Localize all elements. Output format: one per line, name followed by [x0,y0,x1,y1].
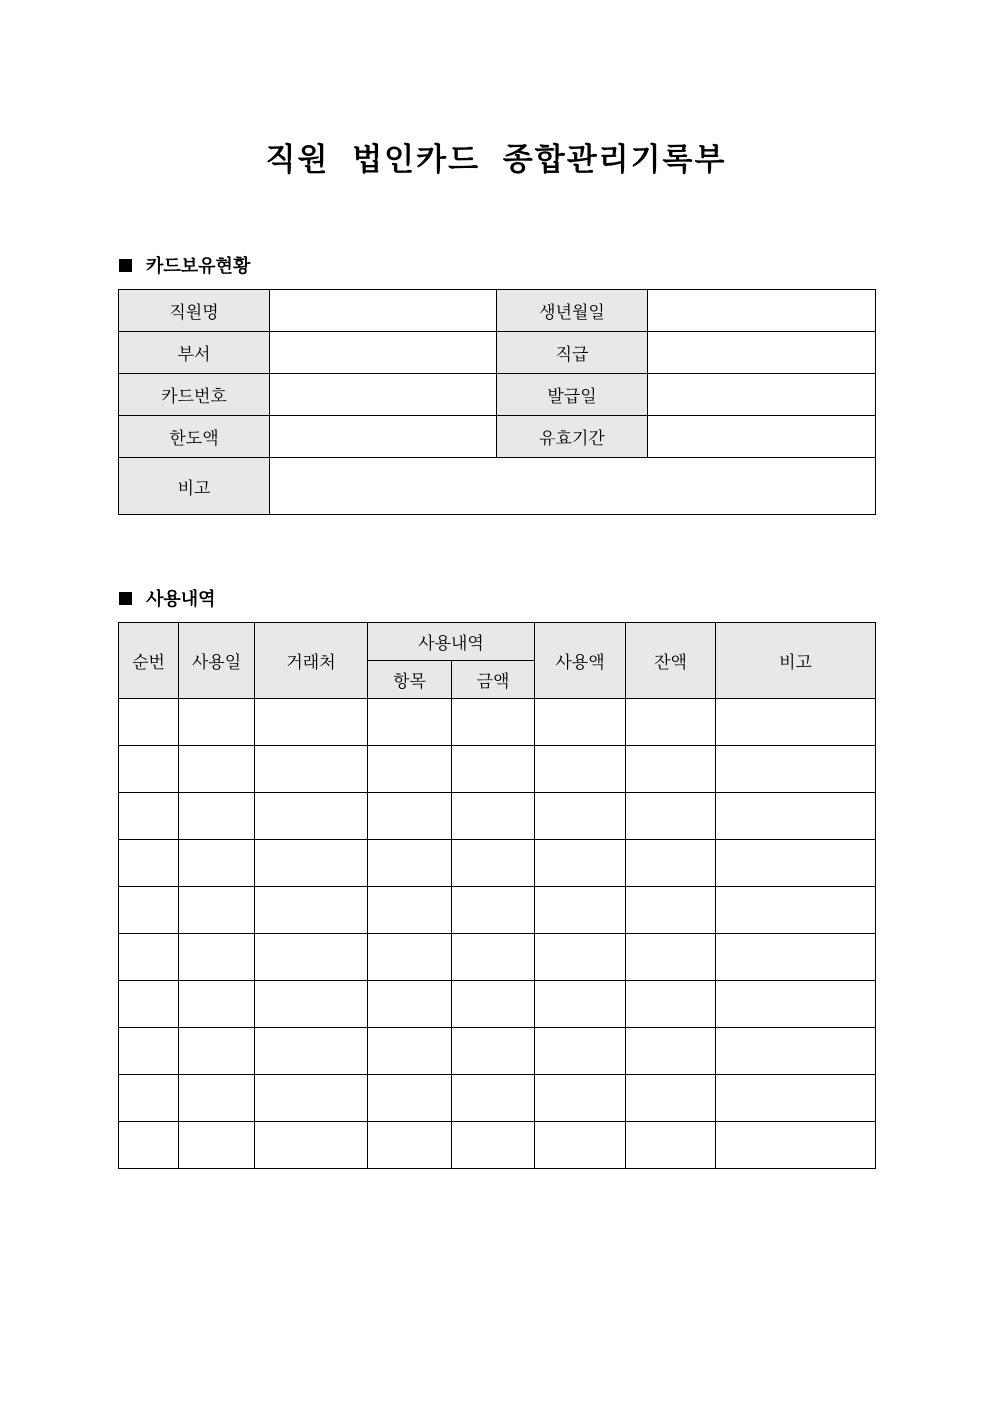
cell-amount[interactable] [452,934,535,981]
usage-table-body [119,699,876,1169]
table-row [119,840,876,887]
position-field[interactable] [648,332,876,374]
header-amount: 금액 [452,661,535,699]
cell-balance[interactable] [626,934,716,981]
usage-history-table [118,622,876,1169]
cell-balance[interactable] [626,1122,716,1169]
header-used-amount: 사용액 [535,623,626,699]
header-item: 항목 [368,661,452,699]
section-heading-card-holdings [119,252,250,278]
cell-remarks[interactable] [716,1075,876,1122]
cell-amount[interactable] [452,887,535,934]
table-row [119,458,876,515]
table-row [119,934,876,981]
cell-amount[interactable] [452,1075,535,1122]
header-balance: 잔액 [626,623,716,699]
cell-amount[interactable] [452,840,535,887]
cell-date[interactable] [179,887,255,934]
cell-vendor[interactable] [255,887,368,934]
cell-date[interactable] [179,934,255,981]
cell-remarks[interactable] [716,934,876,981]
cell-used-amount[interactable] [535,934,626,981]
label-birth-date: 생년월일 [497,290,648,332]
cell-no[interactable] [119,793,179,840]
cell-item[interactable] [368,1122,452,1169]
cell-item[interactable] [368,934,452,981]
cell-date[interactable] [179,981,255,1028]
label-position: 직급 [497,332,648,374]
cell-date[interactable] [179,1028,255,1075]
cell-remarks[interactable] [716,793,876,840]
cell-date[interactable] [179,746,255,793]
cell-vendor[interactable] [255,840,368,887]
cell-balance[interactable] [626,887,716,934]
cell-remarks[interactable] [716,699,876,746]
table-row [119,793,876,840]
table-row [119,332,876,374]
cell-vendor[interactable] [255,1028,368,1075]
cell-item[interactable] [368,699,452,746]
table-row [119,1028,876,1075]
cell-used-amount[interactable] [535,981,626,1028]
cell-vendor[interactable] [255,746,368,793]
cell-remarks[interactable] [716,887,876,934]
birth-date-field[interactable] [648,290,876,332]
cell-used-amount[interactable] [535,1028,626,1075]
cell-no[interactable] [119,887,179,934]
section-heading-label: 카드보유현황 [146,256,251,277]
square-bullet-icon [119,592,132,605]
cell-no[interactable] [119,1122,179,1169]
cell-remarks[interactable] [716,981,876,1028]
cell-amount[interactable] [452,1028,535,1075]
cell-item[interactable] [368,887,452,934]
cell-used-amount[interactable] [535,1075,626,1122]
cell-balance[interactable] [626,1075,716,1122]
page-title: 직원 법인카드 종합관리기록부 [265,142,727,178]
department-field[interactable] [270,332,497,374]
cell-item[interactable] [368,746,452,793]
cell-no[interactable] [119,934,179,981]
table-row [119,699,876,746]
cell-amount[interactable] [452,699,535,746]
employee-name-field[interactable] [270,290,497,332]
table-row [119,1122,876,1169]
cell-no[interactable] [119,981,179,1028]
cell-amount[interactable] [452,981,535,1028]
cell-no[interactable] [119,840,179,887]
table-row [119,416,876,458]
cell-used-amount[interactable] [535,746,626,793]
header-usage-details: 사용내역 [368,623,535,661]
label-card-number: 카드번호 [119,374,270,416]
cell-date[interactable] [179,1122,255,1169]
cell-remarks[interactable] [716,1028,876,1075]
remarks-field[interactable] [270,458,876,515]
cell-used-amount[interactable] [535,793,626,840]
card-info-table [118,289,876,515]
table-row [119,1075,876,1122]
cell-item[interactable] [368,981,452,1028]
cell-vendor[interactable] [255,1122,368,1169]
cell-date[interactable] [179,793,255,840]
cell-no[interactable] [119,699,179,746]
cell-no[interactable] [119,1075,179,1122]
table-row [119,746,876,793]
cell-amount[interactable] [452,1122,535,1169]
cell-no[interactable] [119,746,179,793]
section-heading-usage-history [119,585,216,611]
table-row [119,981,876,1028]
cell-item[interactable] [368,840,452,887]
label-department: 부서 [119,332,270,374]
cell-used-amount[interactable] [535,699,626,746]
cell-vendor[interactable] [255,981,368,1028]
table-row [119,290,876,332]
cell-date[interactable] [179,1075,255,1122]
square-bullet-icon [119,259,132,272]
cell-balance[interactable] [626,793,716,840]
label-credit-limit: 한도액 [119,416,270,458]
label-validity-period: 유효기간 [497,416,648,458]
cell-used-amount[interactable] [535,887,626,934]
card-number-field[interactable] [270,374,497,416]
cell-item[interactable] [368,1075,452,1122]
cell-balance[interactable] [626,1028,716,1075]
cell-amount[interactable] [452,793,535,840]
issue-date-field[interactable] [648,374,876,416]
cell-amount[interactable] [452,746,535,793]
cell-no[interactable] [119,1028,179,1075]
cell-used-amount[interactable] [535,840,626,887]
cell-vendor[interactable] [255,699,368,746]
cell-item[interactable] [368,1028,452,1075]
cell-vendor[interactable] [255,793,368,840]
header-no: 순번 [119,623,179,699]
cell-remarks[interactable] [716,1122,876,1169]
credit-limit-field[interactable] [270,416,497,458]
label-issue-date: 발급일 [497,374,648,416]
label-remarks: 비고 [119,458,270,515]
cell-balance[interactable] [626,981,716,1028]
section-heading-label: 사용내역 [146,589,216,610]
table-row [119,374,876,416]
table-header-row [119,623,876,661]
header-vendor: 거래처 [255,623,368,699]
cell-date[interactable] [179,699,255,746]
cell-vendor[interactable] [255,934,368,981]
label-employee-name: 직원명 [119,290,270,332]
cell-remarks[interactable] [716,746,876,793]
cell-balance[interactable] [626,699,716,746]
cell-vendor[interactable] [255,1075,368,1122]
cell-used-amount[interactable] [535,1122,626,1169]
table-row [119,887,876,934]
cell-remarks[interactable] [716,840,876,887]
header-remarks: 비고 [716,623,876,699]
cell-balance[interactable] [626,840,716,887]
cell-item[interactable] [368,793,452,840]
cell-balance[interactable] [626,746,716,793]
validity-period-field[interactable] [648,416,876,458]
header-date: 사용일 [179,623,255,699]
cell-date[interactable] [179,840,255,887]
